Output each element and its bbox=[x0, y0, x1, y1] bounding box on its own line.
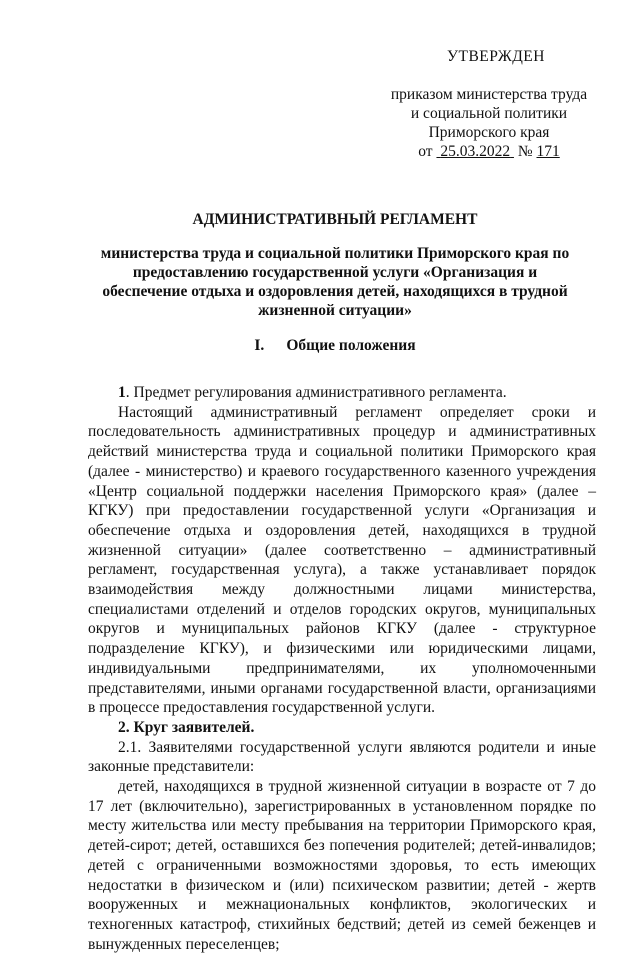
paragraph-1: 1. Предмет регулирования административного регламента. bbox=[118, 384, 507, 401]
approval-order-line bbox=[384, 142, 594, 161]
paragraph-5: детей, находящихся в трудной жизненной ситуации в возрасте от 7 до 17 лет (включительно), зарегистрированных в установленном порядке по месту жительства или месту пребывания на территории Приморского края, детей-сирот; детей, оставшихся без попечения родителей; детей-инвалидов; детей с ограниченными возможностями здоровья, то есть имеющих недостатки в физическом и (или) психическом развитии; детей - жертв вооруженных и межнациональных конфликтов, экологических и техногенных катастроф, стихийных бедствий; детей из семей беженцев и вынужденных переселенцев; bbox=[88, 778, 596, 953]
section-title: Общие положения bbox=[286, 337, 416, 354]
document-subtitle: министерства труда и социальной политики Приморского края по предоставлению государственной услуги «Организация и обеспечение отдыха и оздоровления детей, находящихся в трудной жизненной ситуации» bbox=[100, 245, 570, 319]
order-number-prefix: № bbox=[517, 143, 533, 160]
section-number: I. bbox=[254, 337, 265, 354]
document-body bbox=[88, 383, 596, 954]
paragraph-2: Настоящий административный регламент определяет сроки и последовательность административных процедур и административных действий министерства труда и социальной политики Приморского края (далее - министерство) и краевого государственного казенного учреждения «Центр социальной поддержки населения Приморского края» (далее – КГКУ) при предоставлении государственной услуги «Организация и обеспечение отдыха и оздоровления детей, находящихся в трудной жизненной ситуации» (далее соответственно – административный регламент, государственная услуга), а также устанавливает порядок взаимодействия между должностными лицами министерства, специалистами отделений и отделов городских округов, муниципальных округов и муниципальных районов КГКУ (далее - структурное подразделение КГКУ), и физическими или юридическими лицами, индивидуальными предпринимателями, их уполномоченными представителями, иными органами государственной власти, организациями в процессе предоставления государственной услуги. bbox=[88, 403, 596, 717]
document-title: АДМИНИСТРАТИВНЫЙ РЕГЛАМЕНТ bbox=[192, 211, 478, 228]
order-prefix: от bbox=[418, 143, 433, 160]
order-date: 25.03.2022 bbox=[440, 143, 511, 160]
approval-line-2: и социальной политики bbox=[410, 105, 568, 122]
approval-line-3: Приморского края bbox=[428, 124, 550, 141]
paragraph-4: 2.1. Заявителями государственной услуги являются родители и иные законные представители: bbox=[88, 738, 596, 776]
order-number: 171 bbox=[536, 143, 560, 160]
approval-title: УТВЕРЖДЕН bbox=[447, 48, 545, 65]
paragraph-3-heading: 2. Круг заявителей. bbox=[118, 718, 255, 736]
approval-line-1: приказом министерства труда bbox=[390, 86, 588, 103]
approval-block bbox=[384, 47, 594, 161]
section-heading bbox=[150, 337, 520, 355]
